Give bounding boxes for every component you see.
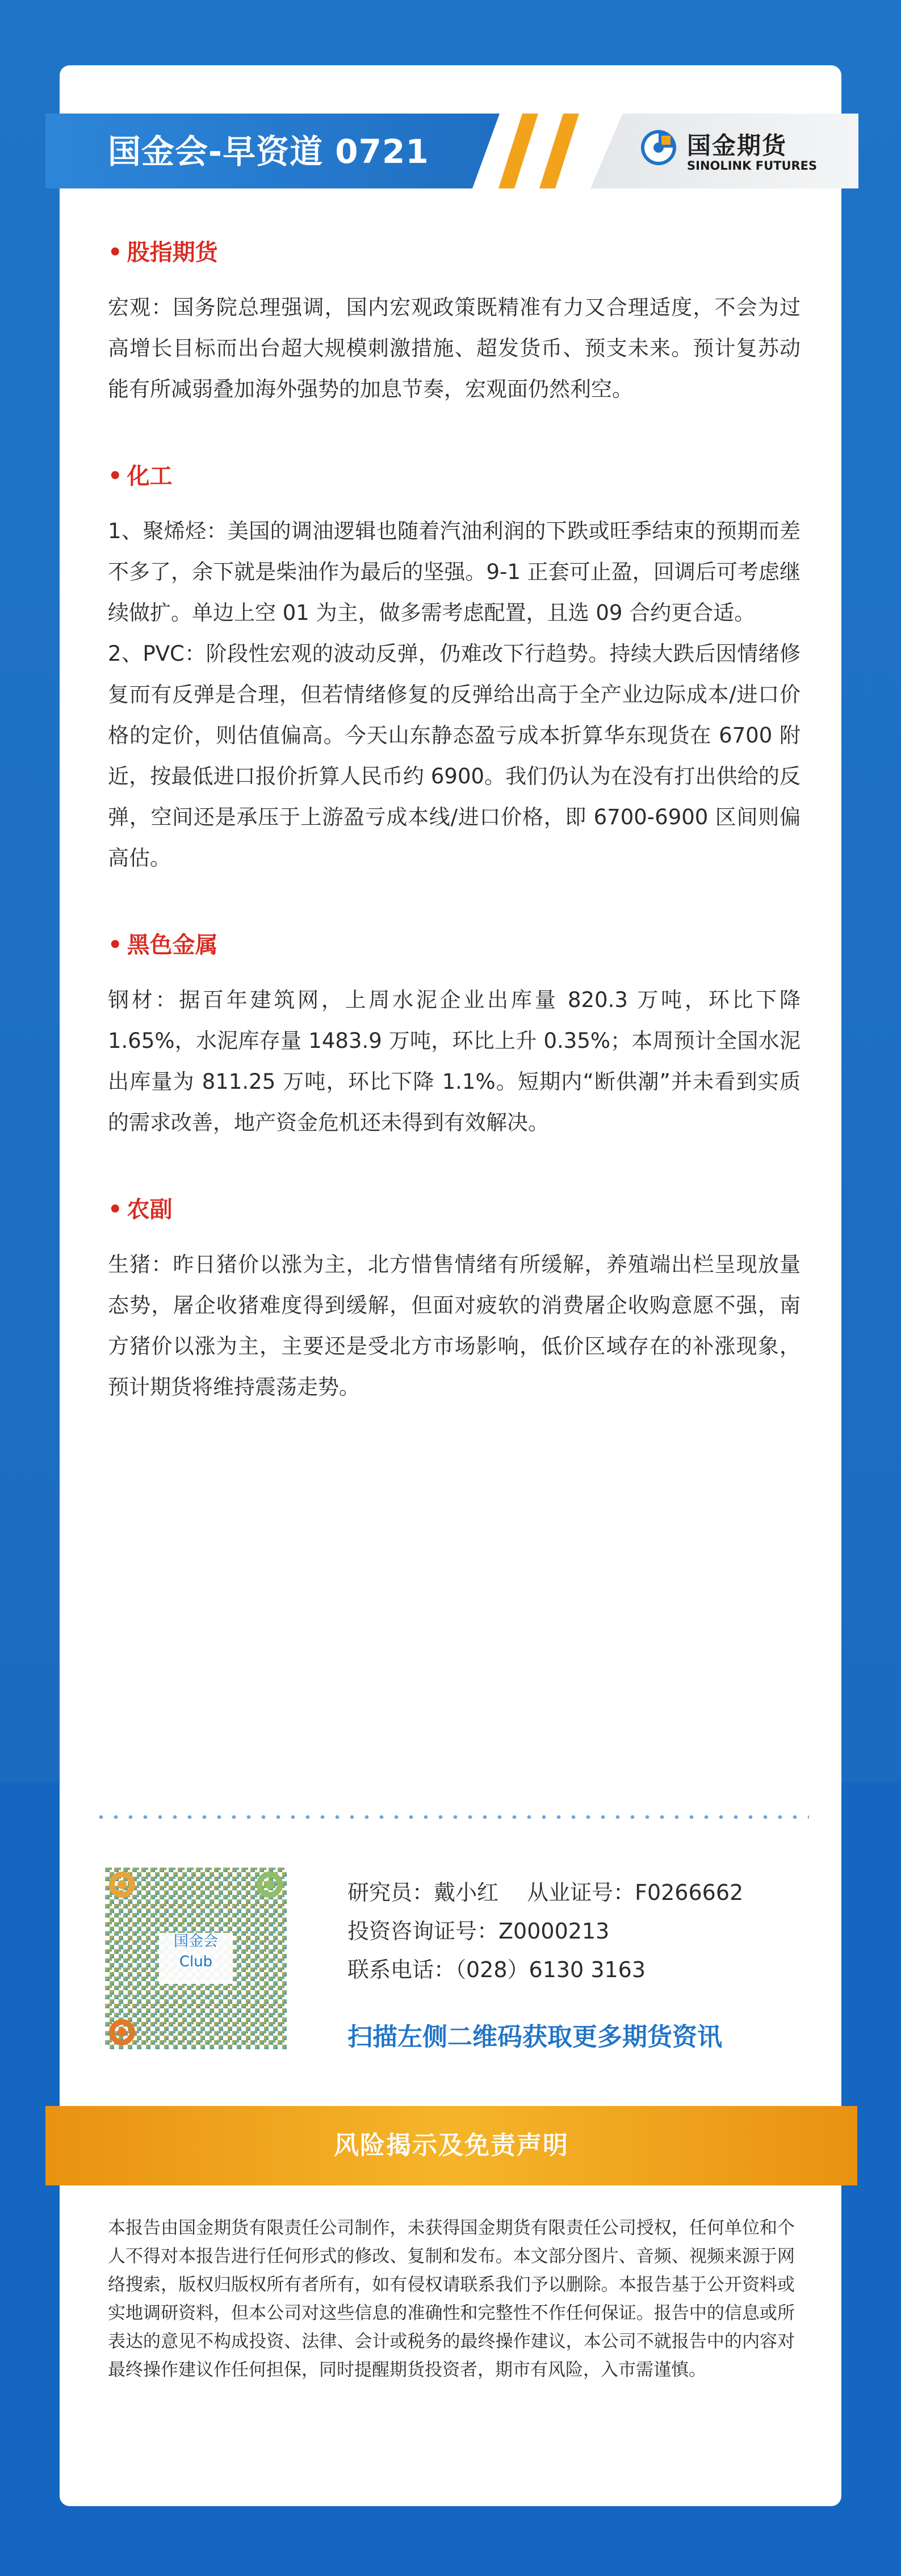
dotted-divider [94,1815,809,1819]
bullet-icon: • [108,1197,123,1223]
license-line: 投资咨询证号：Z0000213 [347,1919,610,1944]
section-paragraph: 2、PVC：阶段性宏观的波动反弹，仍难改下行趋势。持续大跌后因情绪修复而有反弹是合理，但若情绪修复的反弹给出高于全产业边际成本/进口价格的定价，则估值偏高。今天山东静态盈亏成本折算华东现货在 6700 附近，按最低进口报价折算人民币约 6900。我们仍认为在没有打出供给的反弹，空间还是承压于上游盈亏成本线/进口价格，即 6700-6900 区间则偏高估。 [108,641,801,870]
qr-label-line2: Club [179,1953,213,1970]
bullet-icon: • [108,240,123,266]
disclaimer-text: 本报告由国金期货有限责任公司制作，未获得国金期货有限责任公司授权，任何单位和个人不得对本报告进行任何形式的修改、复制和发布。本文部分图片、音频、视频来源于网络搜索，版权归版权所有者所有，如有侵权请联系我们予以删除。本报告基于公开资料或实地调研资料，但本公司对这些信息的准确性和完整性不作任何保证。报告中的信息或所表达的意见不构成投资、法律、会计或税务的最终操作建议，本公司不就报告中的内容对最终操作建议作任何担保，同时提醒期货投资者，期市有风险，入市需谨慎。 [108,2218,795,2380]
section-heading: 股指期货 [127,240,218,266]
scan-qr-prompt: 扫描左侧二维码获取更多期货资讯 [347,2023,722,2051]
section-agriculture [108,1195,801,1408]
qr-label [159,1931,233,1972]
bullet-icon: • [108,932,123,958]
brand-name-en: SINOLINK FUTURES [687,159,818,173]
section-paragraph: 1、聚烯烃：美国的调油逻辑也随着汽油利润的下跌或旺季结束的预期而差不多了，余下就是柴油作为最后的坚强。9-1 正套可止盈，回调后可考虑继续做扩。单边上空 01 为主，做多需考虑配置，且选 09 合约更合适。 [108,519,801,625]
brand-name-cn: 国金期货 [687,132,787,160]
section-paragraph: 钢材：据百年建筑网，上周水泥企业出库量 820.3 万吨，环比下降 1.65%，水泥库存量 1483.9 万吨，环比上升 0.35%；本周预计全国水泥出库量为 811.25 万吨，环比下降 1.1%。短期内“断供潮”并未看到实质的需求改善，地产资金危机还未得到有效解决。 [108,988,801,1135]
bullet-icon: • [108,463,123,489]
section-heading: 黑色金属 [127,932,218,958]
phone-line: 联系电话：（028）6130 3163 [347,1957,646,1982]
section-paragraph: 宏观：国务院总理强调，国内宏观政策既精准有力又合理适度，不会为过高增长目标而出台超大规模刺激措施、超发货币、预支未来。预计复苏动能有所减弱叠加海外强势的加息节奏，宏观面仍然利空。 [108,295,801,401]
contact-info [347,1873,743,1989]
section-ferrous-metals [108,931,801,1143]
section-chemicals [108,462,801,879]
risk-disclosure-header: 风险揭示及免责声明 [45,2106,857,2185]
section-index-futures [108,238,801,410]
section-heading: 化工 [127,463,173,489]
section-heading: 农副 [127,1197,173,1223]
page-title: 国金会-早资道 0721 [108,132,429,171]
report-content [108,238,801,1408]
sinolink-logo-icon [639,128,678,167]
section-paragraph: 生猪：昨日猪价以涨为主，北方惜售情绪有所缓解，养殖端出栏呈现放量态势，屠企收猪难度得到缓解，但面对疲软的消费屠企收购意愿不强，南方猪价以涨为主，主要还是受北方市场影响，低价区域存在的补涨现象，预计期货将维持震荡走势。 [108,1252,801,1399]
researcher-line: 研究员：戴小红 从业证号：F0266662 [347,1880,744,1905]
qr-label-line1: 国金会 [173,1933,218,1950]
